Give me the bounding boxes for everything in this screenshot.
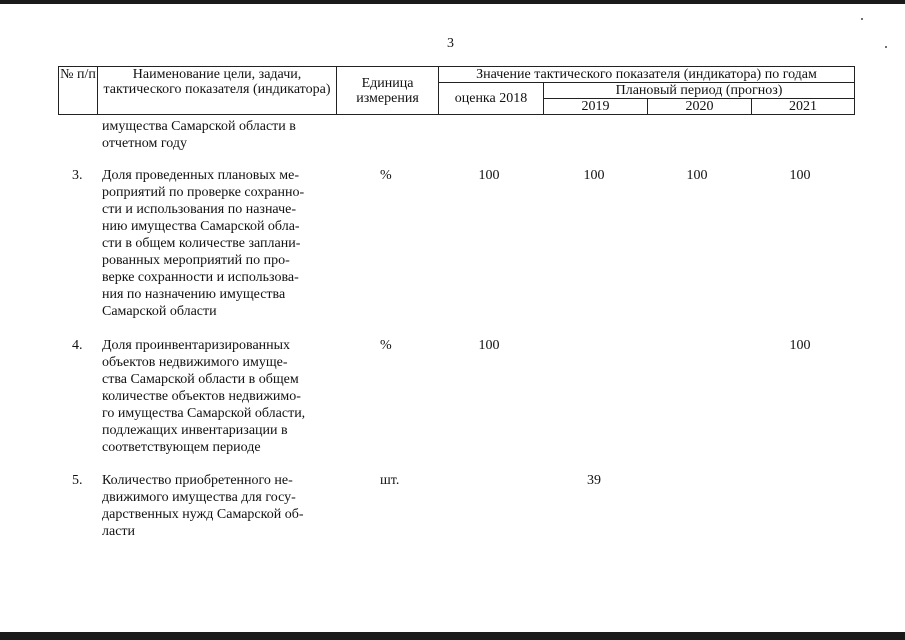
scan-edge-top (0, 0, 905, 4)
header-year-2021: 2021 (752, 99, 855, 115)
text-line: количестве объектов недвижимо- (102, 389, 301, 404)
value-2021: 100 (789, 168, 811, 183)
value-2019: 100 (583, 168, 605, 183)
header-values: Значение тактического показателя (индикатора) по годам (439, 67, 855, 83)
header-year-2019: 2019 (544, 99, 648, 115)
row-unit: % (380, 168, 392, 183)
text-line: Количество приобретенного не- (102, 473, 293, 488)
text-line: рованных мероприятий по про- (102, 253, 290, 268)
text-line: Самарской области (102, 304, 217, 319)
text-line: Доля проведенных плановых ме- (102, 168, 300, 183)
text-line: роприятий по проверке сохранно- (102, 185, 305, 200)
row-number: 3. (72, 168, 83, 183)
value-2019: 39 (587, 473, 601, 488)
text-line: движимого имущества для госу- (102, 490, 296, 505)
text-line: имущества Самарской области в (102, 119, 296, 134)
row-unit: шт. (380, 473, 400, 488)
value-2021: 100 (789, 338, 811, 353)
value-2018: 100 (478, 168, 500, 183)
row-name (102, 337, 330, 456)
row-name (102, 167, 330, 320)
scan-speck (885, 46, 887, 48)
continuation-text (102, 118, 330, 152)
text-line: соответствующем периоде (102, 440, 261, 455)
row-number: 4. (72, 338, 83, 353)
text-line: ства Самарской области в общем (102, 372, 299, 387)
text-line: ласти (102, 524, 136, 539)
row-name (102, 472, 330, 540)
text-line: сти и использования по назначе- (102, 202, 297, 217)
text-line: сти в общем количестве заплани- (102, 236, 301, 251)
text-line: подлежащих инвентаризации в (102, 423, 288, 438)
row-number: 5. (72, 473, 83, 488)
header-unit: Единица измерения (337, 67, 439, 115)
header-year-2020: 2020 (648, 99, 752, 115)
scan-edge-bottom (0, 632, 905, 640)
text-line: дарственных нужд Самарской об- (102, 507, 304, 522)
header-estimate: оценка 2018 (439, 83, 544, 115)
page-number: 3 (447, 36, 454, 51)
text-line: Доля проинвентаризированных (102, 338, 291, 353)
text-line: го имущества Самарской области, (102, 406, 306, 421)
scan-speck (861, 18, 863, 20)
table-header (58, 66, 855, 115)
text-line: отчетном году (102, 136, 188, 151)
value-2020: 100 (686, 168, 708, 183)
header-num: № п/п (59, 67, 98, 115)
text-line: нию имущества Самарской обла- (102, 219, 300, 234)
text-line: объектов недвижимого имуще- (102, 355, 288, 370)
row-unit: % (380, 338, 392, 353)
text-line: ния по назначению имущества (102, 287, 286, 302)
text-line: верке сохранности и использова- (102, 270, 299, 285)
header-name: Наименование цели, задачи, тактического показателя (индикатора) (98, 67, 337, 115)
value-2018: 100 (478, 338, 500, 353)
header-plan: Плановый период (прогноз) (544, 83, 855, 99)
